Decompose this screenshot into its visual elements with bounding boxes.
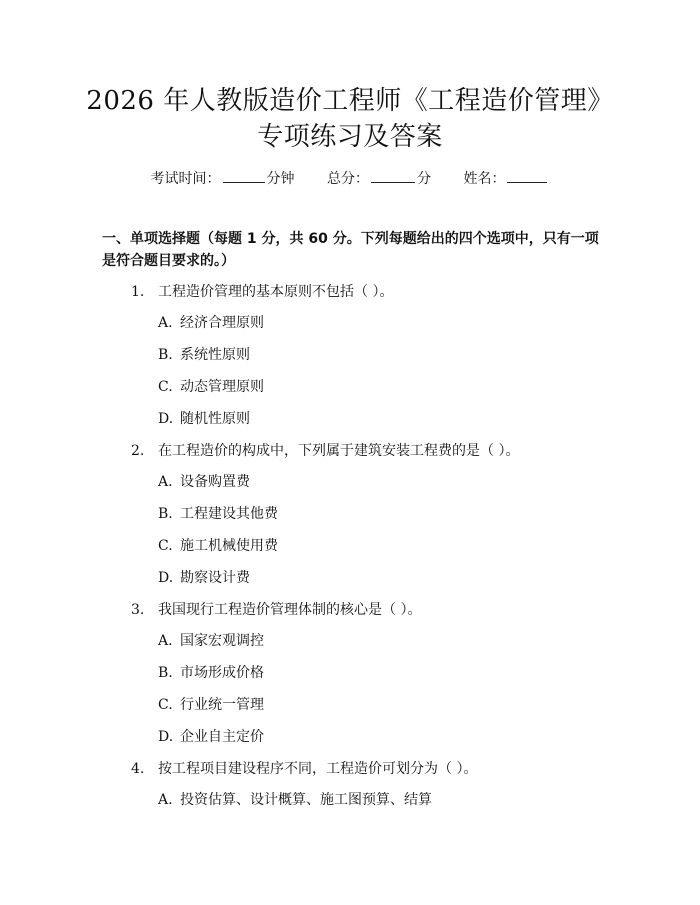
total-score-unit: 分 bbox=[417, 171, 431, 187]
question-2-option-b bbox=[158, 504, 278, 524]
option-text: 企业自主定价 bbox=[180, 729, 264, 745]
option-text: 行业统一管理 bbox=[180, 697, 264, 713]
option-letter: C. bbox=[158, 379, 173, 395]
total-score-blank bbox=[371, 168, 415, 183]
option-letter: A. bbox=[158, 474, 173, 490]
option-letter: D. bbox=[158, 411, 174, 427]
question-number: 1. bbox=[131, 284, 145, 300]
option-text: 市场形成价格 bbox=[180, 665, 264, 681]
document-title-line-2: 专项练习及答案 bbox=[257, 122, 443, 152]
option-letter: A. bbox=[158, 633, 173, 649]
document-title-line-1: 2026 年人教版造价工程师《工程造价管理》 bbox=[86, 86, 614, 116]
question-1-option-a bbox=[158, 313, 264, 333]
option-letter: A. bbox=[158, 792, 173, 808]
option-text: 勘察设计费 bbox=[180, 570, 250, 586]
question-1-option-c bbox=[158, 377, 264, 397]
question-4-option-a bbox=[158, 790, 432, 810]
question-3 bbox=[131, 600, 421, 620]
total-score-label: 总分： bbox=[327, 171, 369, 187]
question-1-option-b bbox=[158, 345, 250, 365]
option-text: 国家宏观调控 bbox=[180, 633, 264, 649]
question-1 bbox=[131, 282, 393, 302]
option-letter: B. bbox=[158, 506, 173, 522]
question-2 bbox=[131, 441, 519, 461]
option-text: 施工机械使用费 bbox=[180, 538, 278, 554]
question-number: 2. bbox=[131, 443, 145, 459]
question-1-option-d bbox=[158, 409, 250, 429]
name-blank bbox=[507, 168, 547, 183]
option-text: 工程建设其他费 bbox=[180, 506, 278, 522]
option-letter: B. bbox=[158, 665, 173, 681]
option-text: 动态管理原则 bbox=[180, 379, 264, 395]
question-2-option-a bbox=[158, 472, 250, 492]
question-2-option-c bbox=[158, 536, 278, 556]
question-3-option-d bbox=[158, 727, 264, 747]
question-2-option-d bbox=[158, 568, 250, 588]
question-text: 按工程项目建设程序不同，工程造价可划分为（ ）。 bbox=[158, 761, 478, 777]
option-letter: C. bbox=[158, 697, 173, 713]
question-3-option-b bbox=[158, 663, 264, 683]
option-text: 设备购置费 bbox=[180, 474, 250, 490]
option-text: 随机性原则 bbox=[180, 411, 250, 427]
option-text: 经济合理原则 bbox=[180, 315, 264, 331]
name-field bbox=[463, 168, 549, 189]
name-label: 姓名： bbox=[463, 171, 506, 187]
question-3-option-c bbox=[158, 695, 264, 715]
question-text: 在工程造价的构成中，下列属于建筑安装工程费的是（ ）。 bbox=[158, 443, 520, 459]
option-text: 投资估算、设计概算、施工图预算、结算 bbox=[180, 792, 432, 808]
exam-time-label: 考试时间： bbox=[150, 171, 221, 187]
exam-time-unit: 分钟 bbox=[266, 171, 295, 187]
option-letter: C. bbox=[158, 538, 173, 554]
exam-meta-row bbox=[0, 168, 700, 189]
option-letter: A. bbox=[158, 315, 173, 331]
total-score-field bbox=[327, 168, 431, 189]
question-text: 我国现行工程造价管理体制的核心是（ ）。 bbox=[158, 602, 422, 618]
option-letter: D. bbox=[158, 729, 174, 745]
question-4 bbox=[131, 759, 477, 779]
option-text: 系统性原则 bbox=[180, 347, 250, 363]
exam-time-blank bbox=[223, 168, 265, 183]
section-heading: 一、单项选择题（每题 1 分，共 60 分。下列每题给出的四个选项中，只有一项是符合题目要求的。） bbox=[102, 231, 599, 269]
question-number: 3. bbox=[131, 602, 145, 618]
question-number: 4. bbox=[131, 761, 145, 777]
exam-time-field bbox=[151, 168, 295, 189]
question-text: 工程造价管理的基本原则不包括（ ）。 bbox=[158, 284, 394, 300]
option-letter: D. bbox=[158, 570, 174, 586]
option-letter: B. bbox=[158, 347, 173, 363]
question-3-option-a bbox=[158, 631, 264, 651]
